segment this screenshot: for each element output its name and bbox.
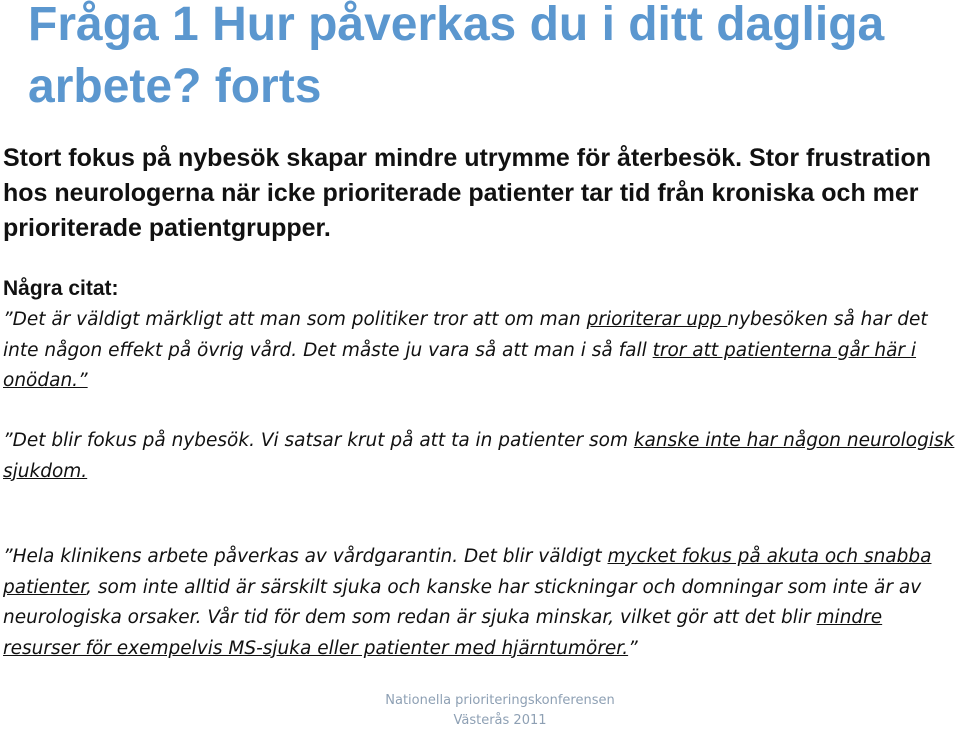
quote-3-part-5: ” (628, 637, 638, 659)
quote-3-part-2: mycket fokus på akuta och snabba patienter (3, 546, 932, 598)
quote-1-part-1: ”Det är väldigt märkligt att man som politiker tror att om man (3, 309, 587, 330)
quote-1 (3, 305, 958, 397)
quote-2 (3, 426, 958, 487)
quote-1-part-3: nybesöken så har det inte någon effekt på övrig vård. Det måste ju vara så att man i så fall (3, 309, 928, 361)
footer (300, 691, 700, 731)
quote-2-part-1: ”Det blir fokus på nybesök. Vi satsar krut på att ta in patienter som (3, 430, 634, 451)
footer-location-year: Västerås 2011 (453, 713, 547, 728)
quote-3-part-4: mindre resurser för exempelvis MS-sjuka eller patienter med hjärntumörer. (3, 607, 883, 659)
slide-title: Fråga 1 Hur påverkas du i ditt dagliga arbete? forts (28, 0, 885, 113)
quotes-heading: Några citat: (3, 277, 119, 300)
quote-1-part-4: tror att patienterna går här i onödan.” (3, 339, 917, 391)
quote-3-part-3: , som inte alltid är särskilt sjuka och kanske har stickningar och domningar som inte är av neurologiska orsaker. Vår tid för dem som redan är sjuka minskar, vilket gör att det blir (3, 576, 922, 628)
quote-1-part-2: prioriterar upp (586, 309, 728, 330)
quote-3 (3, 542, 958, 664)
quote-3-part-1: ”Hela klinikens arbete påverkas av vårdgarantin. Det blir väldigt (3, 546, 608, 567)
footer-conference: Nationella prioriteringskonferensen (385, 693, 615, 708)
quote-2-part-2: kanske inte har någon neurologisk sjukdom. (3, 430, 955, 482)
summary-text: Stort fokus på nybesök skapar mindre utrymme för återbesök. Stor frustration hos neurologerna när icke prioriterade patienter tar tid från kroniska och mer prioriterade patientgrupper. (3, 144, 932, 242)
